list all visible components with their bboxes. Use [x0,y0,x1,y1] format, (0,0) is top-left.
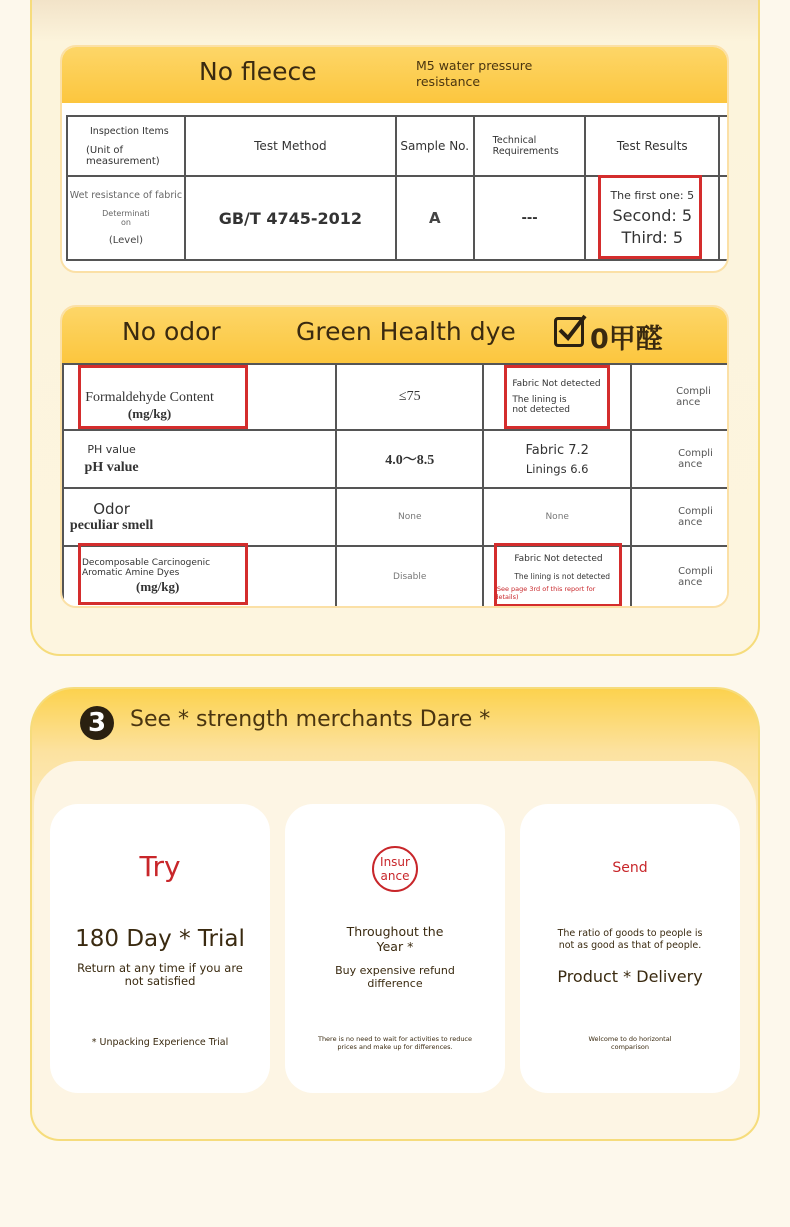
amine-item: Decomposable Carcinogenic Aromatic Amine Dyes (mg/kg) [63,546,336,608]
trial-card [50,804,270,1093]
trial-heading: Try [139,850,181,883]
header-test-results: Test Results [585,116,719,176]
amine-highlight [78,543,248,605]
odor-item: Odor peculiar smell [63,488,336,546]
header-technical-requirements: Technical Requirements [474,116,586,176]
delivery-footer: Welcome to do horizontal comparison [588,1035,672,1052]
odor-result: None [483,488,631,546]
formaldehyde-result-highlight [504,365,610,429]
insurance-badge: Insurance [372,846,418,892]
row-requirement: --- [474,176,586,260]
insurance-title: Throughout the Year * [346,924,444,954]
odor-limit: None [336,488,483,546]
formaldehyde-item: Formaldehyde Content (mg/kg) [63,364,336,430]
header-test-method: Test Method [185,116,396,176]
amine-result: Fabric Not detected The lining is not detected (See page 3rd of this report for details) [483,546,631,608]
odor-title: No odor [122,317,221,346]
section-number-badge: 3 [80,706,114,740]
ph-limit: 4.0～8.5 [336,430,483,488]
trial-title: 180 Day * Trial [75,926,245,952]
delivery-desc: The ratio of goods to people is not as good as that of people. [557,928,703,951]
fleece-header [62,47,727,103]
amine-limit: Disable [336,546,483,608]
formaldehyde-free-badge: 0甲醛 [590,324,663,355]
ph-item: PH value pH value [63,430,336,488]
fleece-title: No fleece [199,57,317,86]
odor-verdict: Compliance [631,488,729,546]
ph-verdict: Compliance [631,430,729,488]
odor-header [62,307,727,363]
trial-desc: Return at any time if you are not satisfied [77,961,243,989]
header-inspection-items: Inspection Items (Unit of measurement) [67,116,185,176]
trial-footer: * Unpacking Experience Trial [91,1037,229,1048]
ph-result: Fabric 7.2 Linings 6.6 [483,430,631,488]
insurance-footer: There is no need to wait for activities to reduce prices and make up for differences. [317,1035,473,1052]
delivery-title: Product * Delivery [557,967,703,986]
formaldehyde-highlight [78,365,248,429]
formaldehyde-verdict: Compliance [631,364,729,430]
insurance-card [285,804,505,1093]
checkbox-icon [554,317,584,347]
insurance-desc: Buy expensive refund difference [335,964,455,991]
fleece-report-card [60,45,729,273]
amine-verdict: Compliance [631,546,729,608]
amine-result-highlight [494,543,622,607]
formaldehyde-result: Fabric Not detected The lining is not detected [483,364,631,430]
row-results: The first one: 5 Second: 5 Third: 5 [585,176,719,260]
formaldehyde-limit: ≤75 [336,364,483,430]
odor-subtitle: Green Health dye [296,317,516,346]
results-highlight [598,175,702,259]
row-method: GB/T 4745-2012 [185,176,396,260]
odor-report-card [60,305,729,608]
header-sample-no: Sample No. [396,116,474,176]
fleece-subtitle: M5 water pressure resistance [416,58,533,89]
row-item: Wet resistance of fabric Determination (Level) [67,176,185,260]
merchants-title: See * strength merchants Dare * [130,707,491,732]
delivery-card [520,804,740,1093]
row-sample: A [396,176,474,260]
delivery-heading: Send [612,860,648,876]
